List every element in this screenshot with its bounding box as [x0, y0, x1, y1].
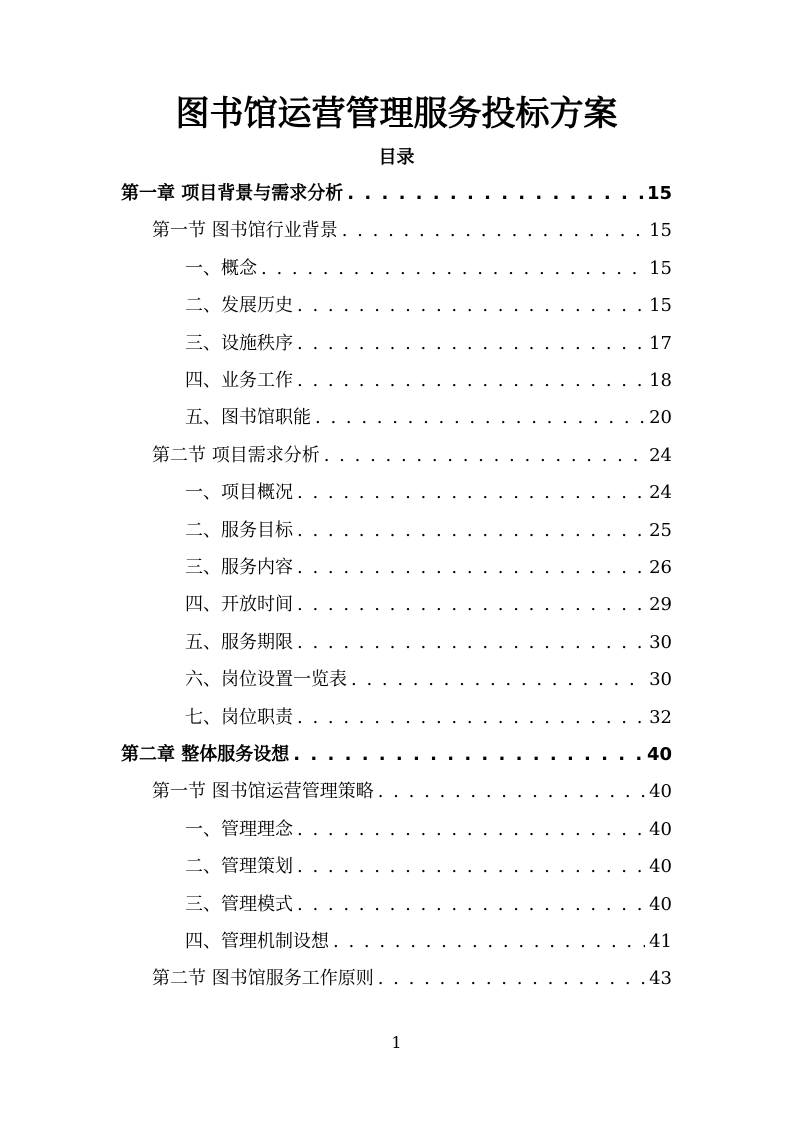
toc-dot-leader: [378, 773, 645, 810]
toc-entry-page: 40: [649, 856, 672, 878]
toc-entry-label: 第一节 图书馆运营管理策略: [152, 781, 374, 803]
toc-entry-page: 20: [649, 407, 672, 429]
toc-dot-leader: [297, 549, 645, 586]
toc-dot-leader: [297, 512, 645, 549]
toc-entry-page: 25: [649, 519, 672, 541]
toc-dot-leader: [297, 699, 645, 736]
toc-entry-item[interactable]: [185, 661, 672, 698]
toc-entry-label: 四、业务工作: [185, 370, 293, 391]
toc-entry-item[interactable]: [185, 811, 672, 848]
toc-dot-leader: [297, 811, 645, 848]
toc-entry-label: 第二节 图书馆服务工作原则: [152, 968, 374, 990]
toc-entry-item[interactable]: [185, 287, 672, 324]
toc-entry-page: 30: [649, 631, 672, 653]
toc-entry-page: 15: [646, 183, 672, 204]
toc-entry-section[interactable]: [152, 960, 672, 997]
toc-entry-label: 二、管理策划: [185, 856, 293, 878]
toc-entry-page: 41: [649, 931, 672, 952]
toc-entry-page: 40: [646, 744, 672, 765]
toc-entry-label: 五、图书馆职能: [185, 407, 311, 429]
toc-dot-leader: [324, 437, 645, 474]
toc-entry-label: 二、服务目标: [185, 519, 293, 541]
toc-heading: 目录: [378, 147, 415, 168]
toc-entry-label: 二、发展历史: [185, 295, 293, 317]
toc-entry-item[interactable]: [185, 362, 672, 399]
toc-entry-label: 第二节 项目需求分析: [152, 444, 320, 466]
toc-dot-leader: [297, 474, 645, 511]
toc-entry-label: 四、开放时间: [185, 594, 293, 616]
toc-dot-leader: [315, 399, 645, 436]
toc-entry-label: 一、项目概况: [185, 482, 293, 504]
toc-dot-leader: [333, 923, 645, 960]
toc-entry-chapter[interactable]: [121, 736, 672, 773]
toc-entry-item[interactable]: [185, 848, 672, 885]
toc-entry-page: 24: [649, 482, 672, 504]
toc-dot-leader: [378, 960, 645, 997]
toc-entry-page: 40: [649, 818, 672, 840]
toc-entry-section[interactable]: [152, 437, 672, 474]
toc-dot-leader: [347, 175, 643, 212]
toc-dot-leader: [297, 362, 645, 399]
toc-entry-label: 五、服务期限: [185, 631, 293, 653]
toc-entry-item[interactable]: [185, 325, 672, 362]
toc-entry-item[interactable]: [185, 699, 672, 736]
document-title: 图书馆运营管理服务投标方案: [175, 94, 618, 134]
toc-entry-section[interactable]: [152, 773, 672, 810]
toc-dot-leader: [297, 886, 645, 923]
toc-dot-leader: [297, 325, 645, 362]
toc-entry-item[interactable]: [185, 399, 672, 436]
toc-entry-page: 29: [649, 594, 672, 616]
toc-dot-leader: [297, 624, 645, 661]
toc-entry-page: 26: [649, 557, 672, 578]
toc-entry-label: 一、管理理念: [185, 818, 293, 840]
toc-entry-page: 17: [649, 332, 672, 354]
toc-entry-item[interactable]: [185, 624, 672, 661]
toc-entry-item[interactable]: [185, 923, 672, 960]
toc-entry-page: 24: [649, 444, 672, 466]
toc-entry-label: 第一节 图书馆行业背景: [152, 220, 338, 242]
toc-entry-page: 15: [649, 220, 672, 242]
toc-dot-leader: [297, 848, 645, 885]
toc-dot-leader: [342, 212, 645, 249]
toc-entry-item[interactable]: [185, 250, 672, 287]
toc-entry-item[interactable]: [185, 512, 672, 549]
toc-dot-leader: [297, 586, 645, 623]
toc-entry-page: 18: [649, 370, 672, 391]
toc-entry-section[interactable]: [152, 212, 672, 249]
toc-dot-leader: [293, 736, 643, 773]
toc-entry-page: 30: [649, 669, 672, 691]
toc-entry-page: 40: [649, 781, 672, 803]
toc-dot-leader: [261, 250, 645, 287]
toc-entry-page: 15: [649, 295, 672, 317]
toc-entry-item[interactable]: [185, 586, 672, 623]
toc-entry-label: 第二章 整体服务设想: [121, 744, 290, 765]
toc-entry-label: 三、管理模式: [185, 893, 293, 915]
toc-entry-label: 四、管理机制设想: [185, 931, 329, 952]
toc-dot-leader: [351, 661, 645, 698]
toc-entry-label: 六、岗位设置一览表: [185, 669, 347, 691]
toc-entry-chapter[interactable]: [121, 175, 672, 212]
toc-entry-page: 32: [649, 706, 672, 728]
toc-entry-label: 第一章 项目背景与需求分析: [121, 183, 344, 204]
toc-entry-label: 一、概念: [185, 257, 257, 279]
toc-dot-leader: [297, 287, 645, 324]
page-number: 1: [391, 1033, 402, 1052]
toc-entry-page: 43: [649, 968, 672, 990]
toc-entry-page: 40: [649, 893, 672, 915]
toc-entry-item[interactable]: [185, 886, 672, 923]
toc-entry-label: 三、设施秩序: [185, 332, 293, 354]
toc-entry-page: 15: [649, 257, 672, 279]
toc-entry-item[interactable]: [185, 474, 672, 511]
toc-entry-item[interactable]: [185, 549, 672, 586]
toc-entry-label: 三、服务内容: [185, 557, 293, 578]
toc-entry-label: 七、岗位职责: [185, 706, 293, 728]
